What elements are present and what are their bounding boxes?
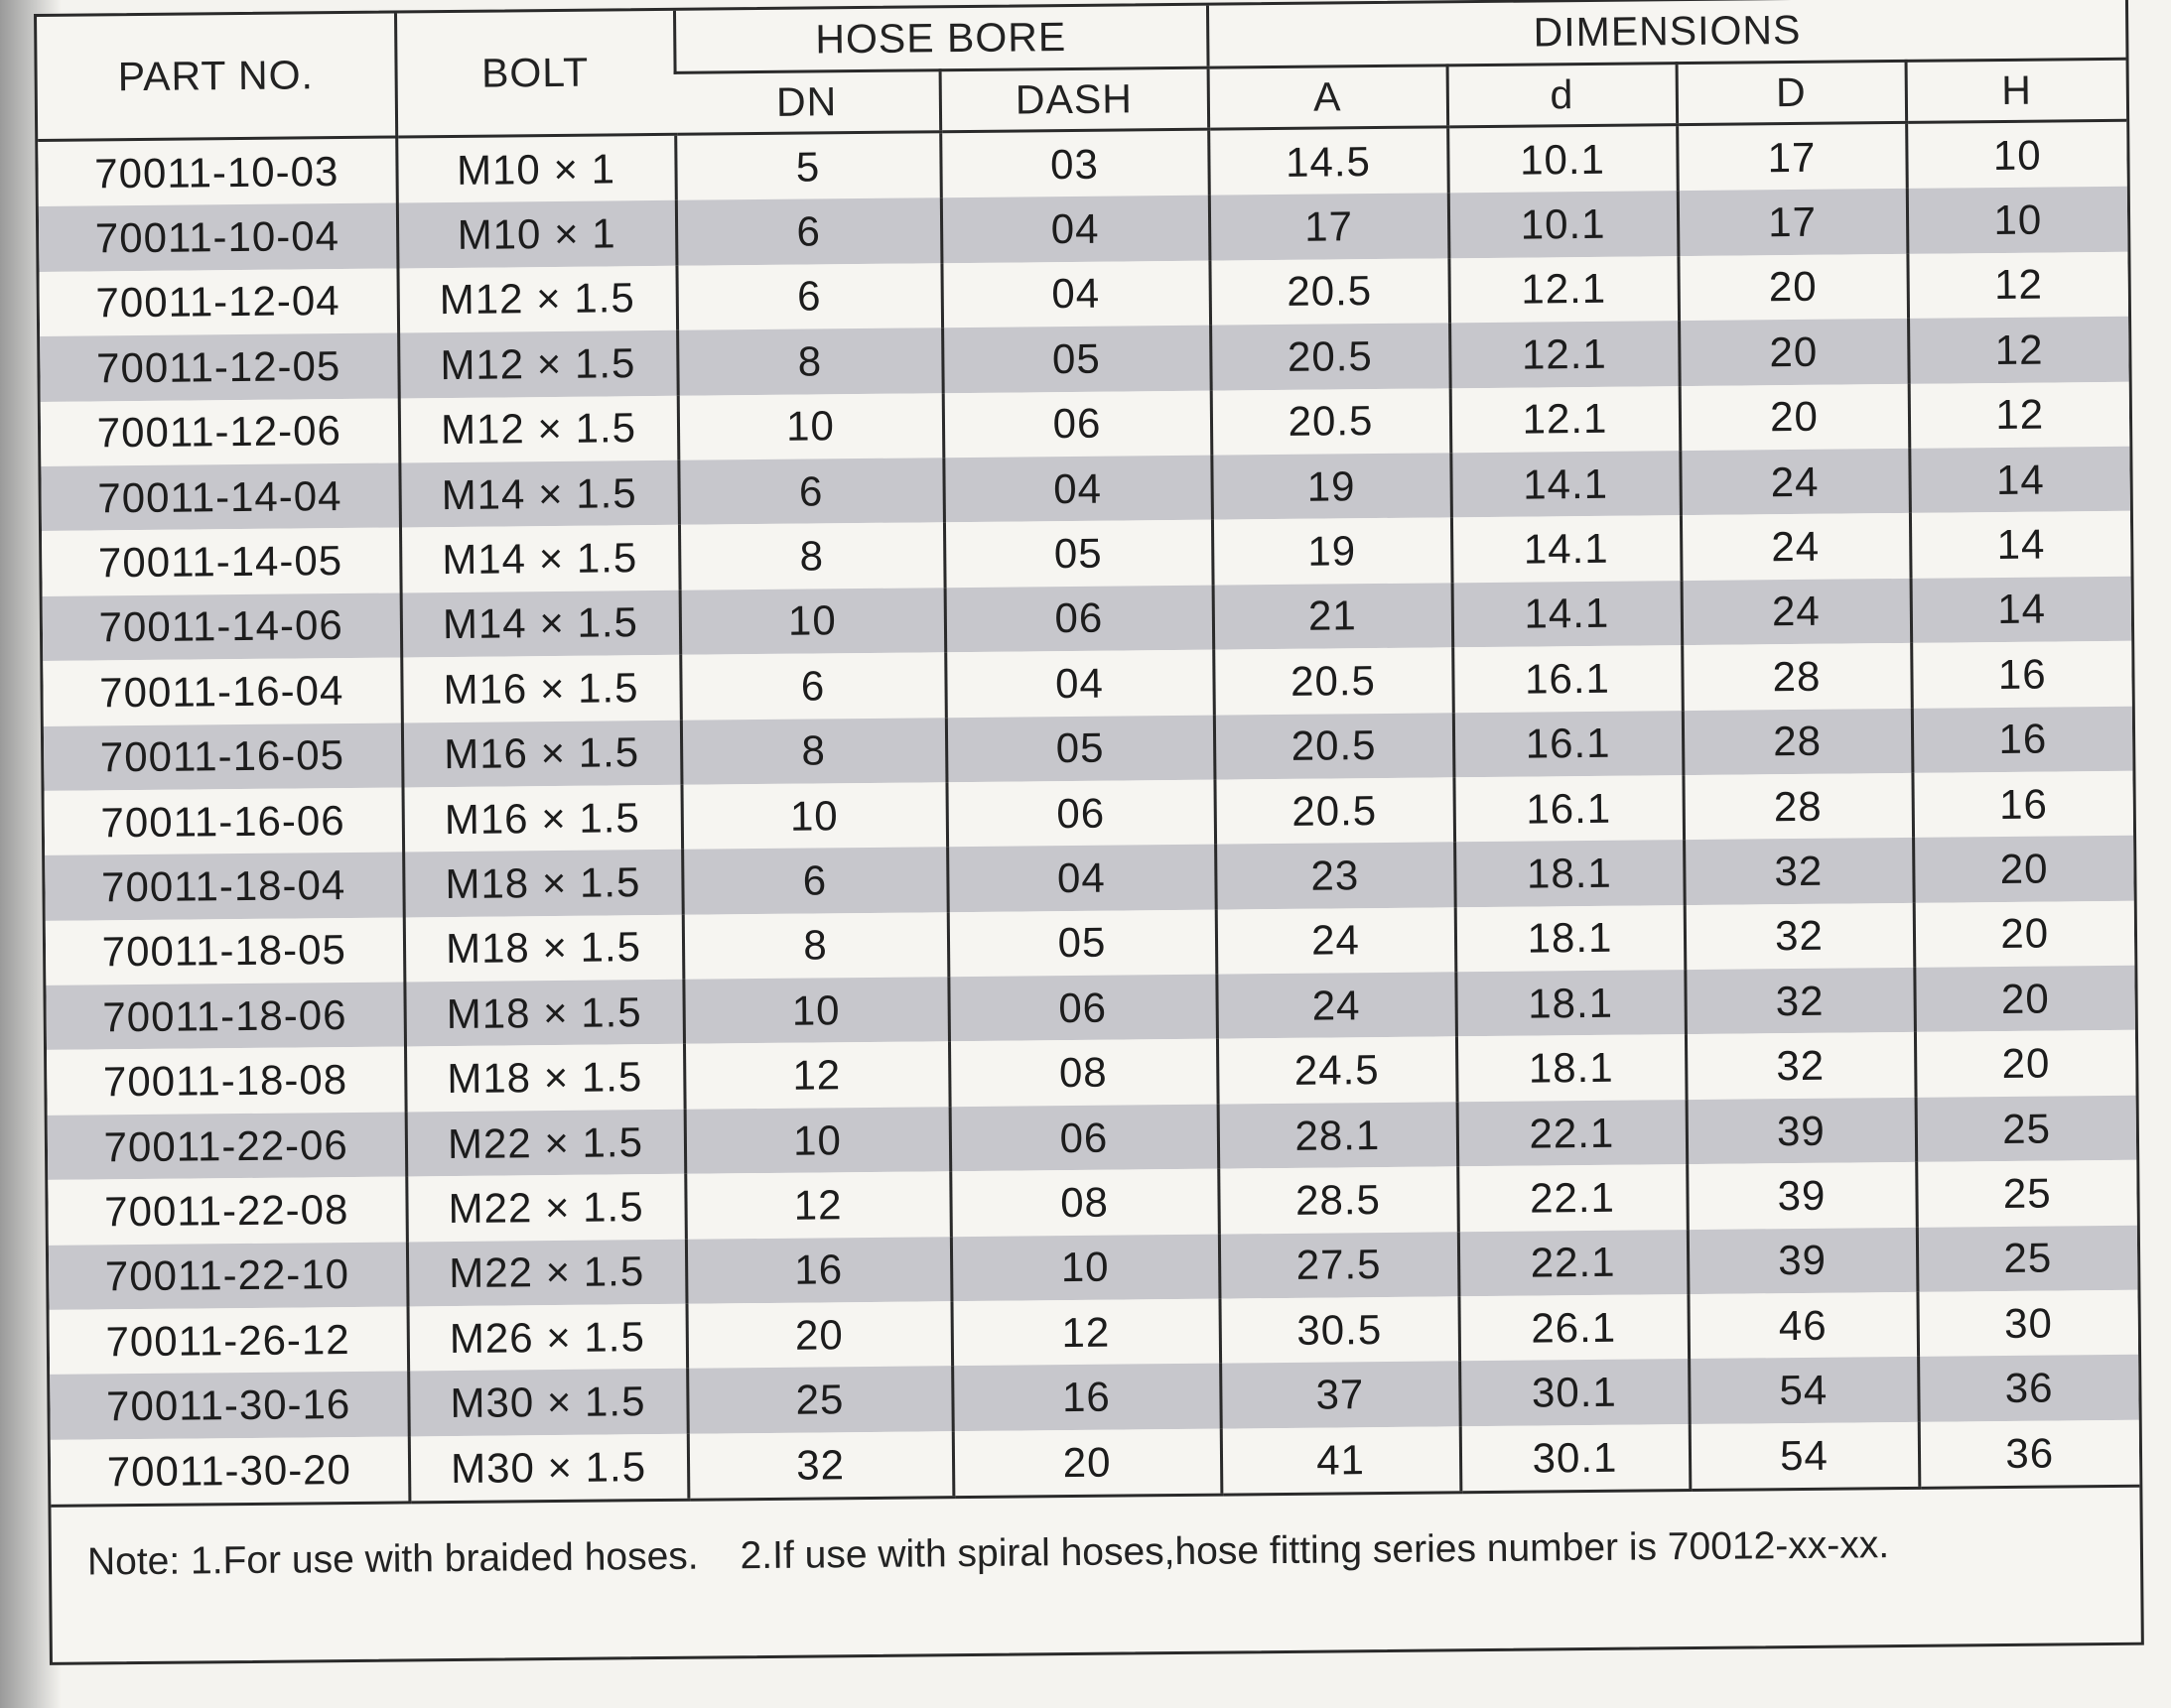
cell-dash: 06 [943, 390, 1212, 458]
cell-part-no: 70011-22-06 [48, 1112, 407, 1180]
cell-dash: 12 [951, 1299, 1220, 1367]
cell-a: 19 [1212, 518, 1452, 586]
footnote-braided: Note: 1.For use with braided hoses. [86, 1534, 699, 1584]
cell-dash: 06 [948, 975, 1217, 1042]
cell-h: 16 [1911, 641, 2132, 709]
cell-a: 19 [1211, 453, 1451, 520]
cell-part-no: 70011-18-05 [46, 917, 405, 985]
cell-d-large: 54 [1690, 1422, 1920, 1491]
cell-bolt: M22 × 1.5 [406, 1174, 686, 1242]
cell-d-small: 16.1 [1452, 645, 1683, 713]
cell-a: 24.5 [1217, 1037, 1457, 1105]
cell-h: 10 [1906, 120, 2127, 189]
cell-h: 20 [1914, 966, 2135, 1033]
cell-h: 12 [1907, 252, 2128, 320]
cell-bolt: M12 × 1.5 [397, 266, 677, 333]
cell-d-small: 30.1 [1460, 1424, 1691, 1493]
cell-dn: 20 [687, 1301, 953, 1369]
cell-dash: 05 [946, 715, 1215, 782]
cell-a: 20.5 [1211, 388, 1451, 456]
cell-d-small: 18.1 [1454, 840, 1685, 907]
cell-a: 14.5 [1208, 127, 1448, 196]
cell-h: 12 [1909, 381, 2130, 449]
cell-d-large: 20 [1680, 383, 1910, 451]
cell-d-small: 22.1 [1457, 1164, 1688, 1232]
cell-h: 10 [1907, 187, 2128, 254]
cell-h: 30 [1917, 1290, 2138, 1358]
cell-a: 30.5 [1219, 1296, 1459, 1364]
cell-d-small: 18.1 [1456, 1035, 1687, 1103]
cell-dn: 12 [685, 1171, 951, 1239]
cell-d-large: 20 [1679, 319, 1909, 386]
cell-d-small: 14.1 [1450, 451, 1681, 518]
cell-part-no: 70011-18-06 [46, 983, 405, 1051]
cell-a: 24 [1216, 972, 1456, 1039]
cell-h: 14 [1910, 511, 2131, 579]
cell-dash: 20 [953, 1428, 1222, 1497]
cell-a: 20.5 [1210, 323, 1450, 390]
cell-h: 20 [1914, 900, 2135, 968]
cell-d-large: 28 [1682, 643, 1912, 711]
cell-d-small: 16.1 [1453, 711, 1684, 778]
cell-d-small: 18.1 [1455, 905, 1686, 973]
cell-bolt: M18 × 1.5 [405, 1044, 685, 1112]
cell-d-large: 24 [1680, 449, 1910, 516]
cell-a: 27.5 [1219, 1232, 1459, 1299]
cell-d-small: 22.1 [1457, 1100, 1688, 1167]
cell-d-small: 12.1 [1450, 386, 1681, 454]
cell-d-large: 32 [1684, 838, 1914, 905]
cell-d-large: 32 [1685, 903, 1915, 971]
cell-h: 14 [1911, 576, 2132, 643]
cell-dash: 08 [950, 1169, 1219, 1237]
cell-d-small: 22.1 [1458, 1230, 1689, 1297]
cell-dash: 05 [942, 326, 1211, 393]
cell-d-small: 26.1 [1458, 1294, 1689, 1362]
cell-dash: 06 [950, 1104, 1219, 1171]
cell-bolt: M18 × 1.5 [404, 980, 684, 1047]
cell-d-large: 32 [1686, 1032, 1916, 1100]
cell-part-no: 70011-14-04 [41, 462, 400, 531]
cell-h: 16 [1912, 771, 2133, 839]
cell-dn: 8 [677, 328, 943, 395]
cell-part-no: 70011-16-05 [44, 723, 403, 791]
cell-d-large: 39 [1688, 1227, 1918, 1294]
cell-dn: 6 [676, 198, 942, 266]
cell-a: 20.5 [1214, 777, 1454, 845]
cell-bolt: M14 × 1.5 [399, 460, 679, 528]
header-d-small: d [1447, 64, 1678, 127]
cell-a: 17 [1209, 194, 1449, 261]
cell-bolt: M30 × 1.5 [409, 1434, 689, 1504]
cell-d-small: 30.1 [1459, 1359, 1690, 1426]
cell-a: 23 [1215, 843, 1455, 910]
cell-a: 28.1 [1218, 1102, 1458, 1169]
cell-dn: 16 [686, 1237, 952, 1304]
cell-a: 21 [1213, 583, 1453, 650]
cell-part-no: 70011-18-04 [45, 853, 404, 921]
cell-bolt: M10 × 1 [397, 200, 677, 268]
cell-d-small: 12.1 [1449, 321, 1680, 388]
cell-part-no: 70011-16-04 [43, 658, 402, 726]
cell-bolt: M14 × 1.5 [401, 591, 681, 658]
cell-a: 37 [1220, 1362, 1460, 1429]
cell-bolt: M16 × 1.5 [402, 720, 682, 787]
cell-part-no: 70011-26-12 [50, 1306, 409, 1375]
cell-h: 25 [1916, 1160, 2137, 1228]
cell-dn: 10 [683, 977, 949, 1044]
cell-a: 41 [1221, 1426, 1461, 1495]
cell-d-large: 17 [1678, 189, 1908, 256]
cell-bolt: M16 × 1.5 [402, 785, 682, 853]
cell-d-large: 39 [1687, 1162, 1917, 1230]
cell-a: 20.5 [1214, 713, 1454, 780]
cell-dn: 5 [675, 132, 941, 200]
cell-bolt: M14 × 1.5 [400, 525, 680, 592]
header-bolt: BOLT [395, 11, 675, 137]
cell-d-large: 46 [1688, 1292, 1918, 1360]
cell-dash: 08 [949, 1039, 1218, 1107]
cell-dn: 6 [678, 458, 944, 525]
cell-dash: 04 [947, 845, 1216, 912]
cell-a: 24 [1216, 907, 1456, 975]
cell-dn: 6 [680, 652, 946, 720]
cell-d-small: 14.1 [1451, 515, 1682, 583]
cell-h: 14 [1909, 447, 2130, 514]
cell-d-small: 14.1 [1452, 581, 1683, 648]
cell-dash: 04 [941, 196, 1210, 263]
cell-bolt: M22 × 1.5 [406, 1110, 686, 1177]
table-body [38, 120, 2139, 1506]
cell-dash: 04 [941, 260, 1210, 328]
footnote-spiral: 2.If use with spiral hoses,hose fitting series number is 70012-xx-xx. [740, 1523, 1890, 1578]
cell-a: 20.5 [1213, 647, 1453, 715]
cell-bolt: M30 × 1.5 [408, 1369, 688, 1436]
cell-bolt: M22 × 1.5 [407, 1239, 687, 1306]
header-dn: DN [675, 70, 941, 135]
header-dash: DASH [940, 67, 1209, 132]
cell-dash: 10 [951, 1234, 1220, 1301]
header-dimensions: DIMENSIONS [1207, 0, 2126, 67]
cell-a: 28.5 [1218, 1167, 1458, 1235]
cell-d-large: 54 [1689, 1357, 1919, 1424]
cell-bolt: M18 × 1.5 [403, 850, 683, 917]
cell-d-large: 28 [1683, 708, 1913, 775]
cell-bolt: M26 × 1.5 [408, 1304, 688, 1372]
cell-dash: 06 [945, 585, 1214, 652]
cell-h: 36 [1919, 1420, 2140, 1489]
cell-d-small: 16.1 [1453, 775, 1684, 843]
cell-dn: 25 [687, 1367, 953, 1434]
cell-d-small: 12.1 [1448, 256, 1679, 324]
cell-part-no: 70011-22-08 [48, 1177, 407, 1246]
cell-part-no: 70011-14-05 [42, 528, 401, 596]
cell-dn: 6 [676, 263, 942, 330]
cell-dn: 10 [680, 588, 946, 655]
cell-d-large: 32 [1685, 968, 1915, 1035]
table-header [37, 0, 2126, 140]
cell-part-no: 70011-30-16 [50, 1372, 409, 1440]
cell-dn: 10 [685, 1107, 951, 1174]
cell-part-no: 70011-12-04 [39, 268, 398, 336]
cell-h: 16 [1912, 706, 2133, 773]
cell-d-small: 10.1 [1447, 125, 1678, 194]
cell-dn: 6 [682, 848, 948, 915]
cell-d-large: 20 [1678, 254, 1908, 322]
cell-h: 20 [1913, 836, 2134, 903]
cell-d-large: 28 [1683, 773, 1913, 841]
spec-sheet [34, 0, 2144, 1665]
cell-h: 20 [1915, 1030, 2136, 1098]
cell-a: 20.5 [1209, 258, 1449, 326]
cell-part-no: 70011-10-03 [38, 137, 397, 206]
cell-dash: 04 [943, 456, 1212, 523]
cell-d-large: 39 [1687, 1098, 1917, 1165]
header-part-no: PART NO. [37, 14, 396, 141]
header-a: A [1208, 66, 1448, 129]
cell-bolt: M10 × 1 [396, 134, 676, 203]
hose-fitting-table [37, 0, 2139, 1508]
cell-dn: 8 [679, 523, 945, 591]
cell-dn: 8 [681, 718, 947, 785]
cell-dn: 10 [681, 782, 947, 850]
cell-d-large: 24 [1681, 513, 1911, 581]
cell-d-small: 18.1 [1455, 970, 1686, 1037]
cell-part-no: 70011-30-20 [51, 1436, 410, 1506]
cell-h: 25 [1917, 1225, 2138, 1292]
cell-d-large: 17 [1677, 122, 1907, 191]
cell-part-no: 70011-18-08 [47, 1047, 406, 1116]
cell-part-no: 70011-12-06 [41, 398, 400, 466]
cell-dash: 05 [948, 909, 1217, 977]
cell-bolt: M12 × 1.5 [399, 395, 679, 462]
cell-dn: 10 [678, 393, 944, 460]
cell-h: 12 [1908, 317, 2129, 384]
cell-part-no: 70011-14-06 [43, 592, 402, 661]
cell-dash: 16 [952, 1364, 1221, 1431]
cell-part-no: 70011-12-05 [40, 333, 399, 402]
cell-d-large: 24 [1682, 579, 1912, 646]
cell-dash: 03 [940, 129, 1209, 197]
cell-dn: 32 [688, 1431, 954, 1500]
cell-h: 25 [1916, 1096, 2137, 1163]
cell-dash: 05 [944, 520, 1213, 588]
cell-part-no: 70011-22-10 [49, 1242, 408, 1310]
cell-bolt: M12 × 1.5 [398, 330, 678, 398]
header-hose-bore: HOSE BORE [674, 6, 1208, 73]
cell-dash: 04 [945, 650, 1214, 718]
footnote [51, 1488, 2140, 1619]
cell-d-small: 10.1 [1448, 192, 1679, 259]
header-h: H [1906, 59, 2127, 122]
cell-part-no: 70011-10-04 [39, 203, 398, 272]
cell-bolt: M18 × 1.5 [404, 914, 684, 982]
cell-dash: 06 [946, 780, 1215, 848]
cell-dn: 8 [683, 912, 949, 980]
header-d-large: D [1677, 61, 1907, 124]
cell-dn: 12 [684, 1042, 950, 1110]
cell-h: 36 [1918, 1355, 2139, 1422]
cell-bolt: M16 × 1.5 [401, 655, 681, 723]
cell-part-no: 70011-16-06 [45, 787, 404, 855]
